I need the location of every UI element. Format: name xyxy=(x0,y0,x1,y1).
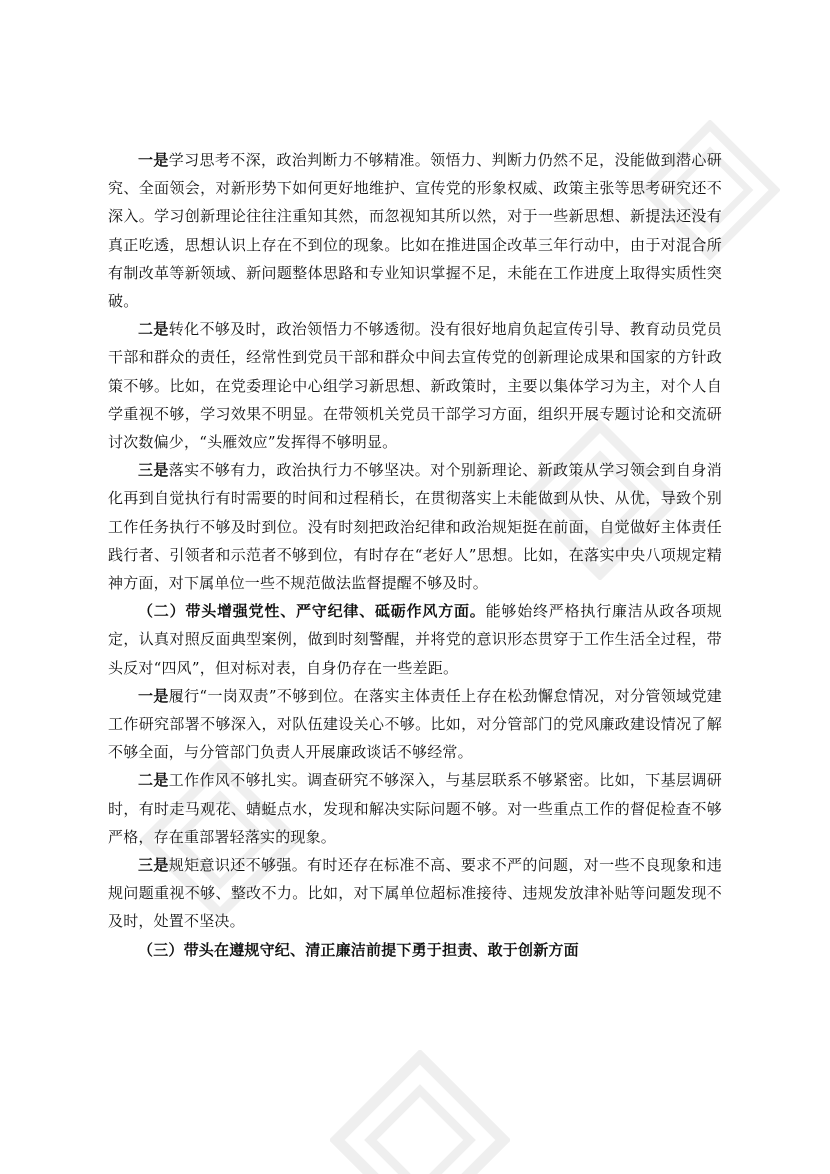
paragraph-lead: 一是 xyxy=(138,151,169,169)
paragraph xyxy=(108,851,722,936)
section-heading: （三）带头在遵规守纪、清正廉洁前提下勇于担责、敢于创新方面 xyxy=(138,940,579,959)
section-heading-paragraph xyxy=(108,936,722,964)
paragraph-lead: 一是 xyxy=(138,686,169,705)
paragraph-text: 学习思考不深，政治判断力不够精准。领悟力、判断力仍然不足，没能做到潜心研究、全面领会，对新形势下如何更好地维护、宣传党的形象权威、政策主张等思考研究还不深入。学习创新理论往往注重知其然，而忽视知其所以然，对于一些新思想、新提法还没有真正吃透，思想认识上存在不到位的现象。比如在推进国企改革三年行动中，由于对混合所有制改革等新领域、新问题整体思路和专业知识掌握不足，未能在工作进度上取得实质性突破。 xyxy=(108,151,722,311)
paragraph xyxy=(108,456,722,597)
section-heading-paragraph xyxy=(108,597,722,682)
paragraph xyxy=(108,682,722,767)
paragraph xyxy=(108,766,722,851)
paragraph-text: 落实不够有力，政治执行力不够坚决。对个别新理论、新政策从学习领会到自身消化再到自觉执行有时需要的时间和过程稍长，在贯彻落实上未能做到从快、从优，导致个别工作任务执行不够及时到位。没有时刻把政治纪律和政治规矩挺在前面，自觉做好主体责任践行者、引领者和示范者不够到位，有时存在“老好人”思想。比如，在落实中央八项规定精神方面，对下属单位一些不规范做法监督提醒不够及时。 xyxy=(108,461,722,593)
paragraph-lead: 三是 xyxy=(138,856,169,875)
paragraph xyxy=(108,146,722,315)
paragraph-text: 转化不够及时，政治领悟力不够透彻。没有很好地肩负起宣传引导、教育动员党员干部和群众的责任，经常性到党员干部和群众中间去宣传党的创新理论成果和国家的方针政策不够。比如，在党委理论中心组学习新思想、新政策时，主要以集体学习为主，对个人自学重视不够，学习效果不明显。在带领机关党员干部学习方面，组织开展专题讨论和交流研讨次数偏少，“头雁效应”发挥得不够明显。 xyxy=(108,320,722,452)
paragraph-lead: 三是 xyxy=(138,461,169,480)
paragraph xyxy=(108,315,722,456)
paragraph-text: 能够始终严格执行廉洁从政各项规定，认真对照反面典型案例，做到时刻警醒，并将党的意识形态贯穿于工作生活全过程，带头反对“四风”，但对标对表，自身仍存在一些差距。 xyxy=(108,602,722,677)
watermark-logo-icon xyxy=(330,1050,510,1174)
section-heading: （二）带头增强党性、严守纪律、砥砺作风方面。 xyxy=(138,602,486,621)
paragraph-lead: 二是 xyxy=(138,320,169,339)
paragraph-text: 履行“一岗双责”不够到位。在落实主体责任上存在松劲懈怠情况，对分管领域党建工作研究部署不够深入，对队伍建设关心不够。比如，对分管部门的党风廉政建设情况了解不够全面，与分管部门负责人开展廉政谈话不够经常。 xyxy=(108,686,722,762)
paragraph-text: 规矩意识还不够强。有时还存在标准不高、要求不严的问题，对一些不良现象和违规问题重视不够、整改不力。比如，对下属单位超标准接待、违规发放津补贴等问题发现不及时，处置不坚决。 xyxy=(108,856,722,931)
paragraph-lead: 二是 xyxy=(138,771,169,790)
document-body xyxy=(108,146,722,964)
paragraph-text: 工作作风不够扎实。调查研究不够深入，与基层联系不够紧密。比如，下基层调研时，有时走马观花、蜻蜓点水，发现和解决实际问题不够。对一些重点工作的督促检查不够严格，存在重部署轻落实的现象。 xyxy=(108,771,722,846)
